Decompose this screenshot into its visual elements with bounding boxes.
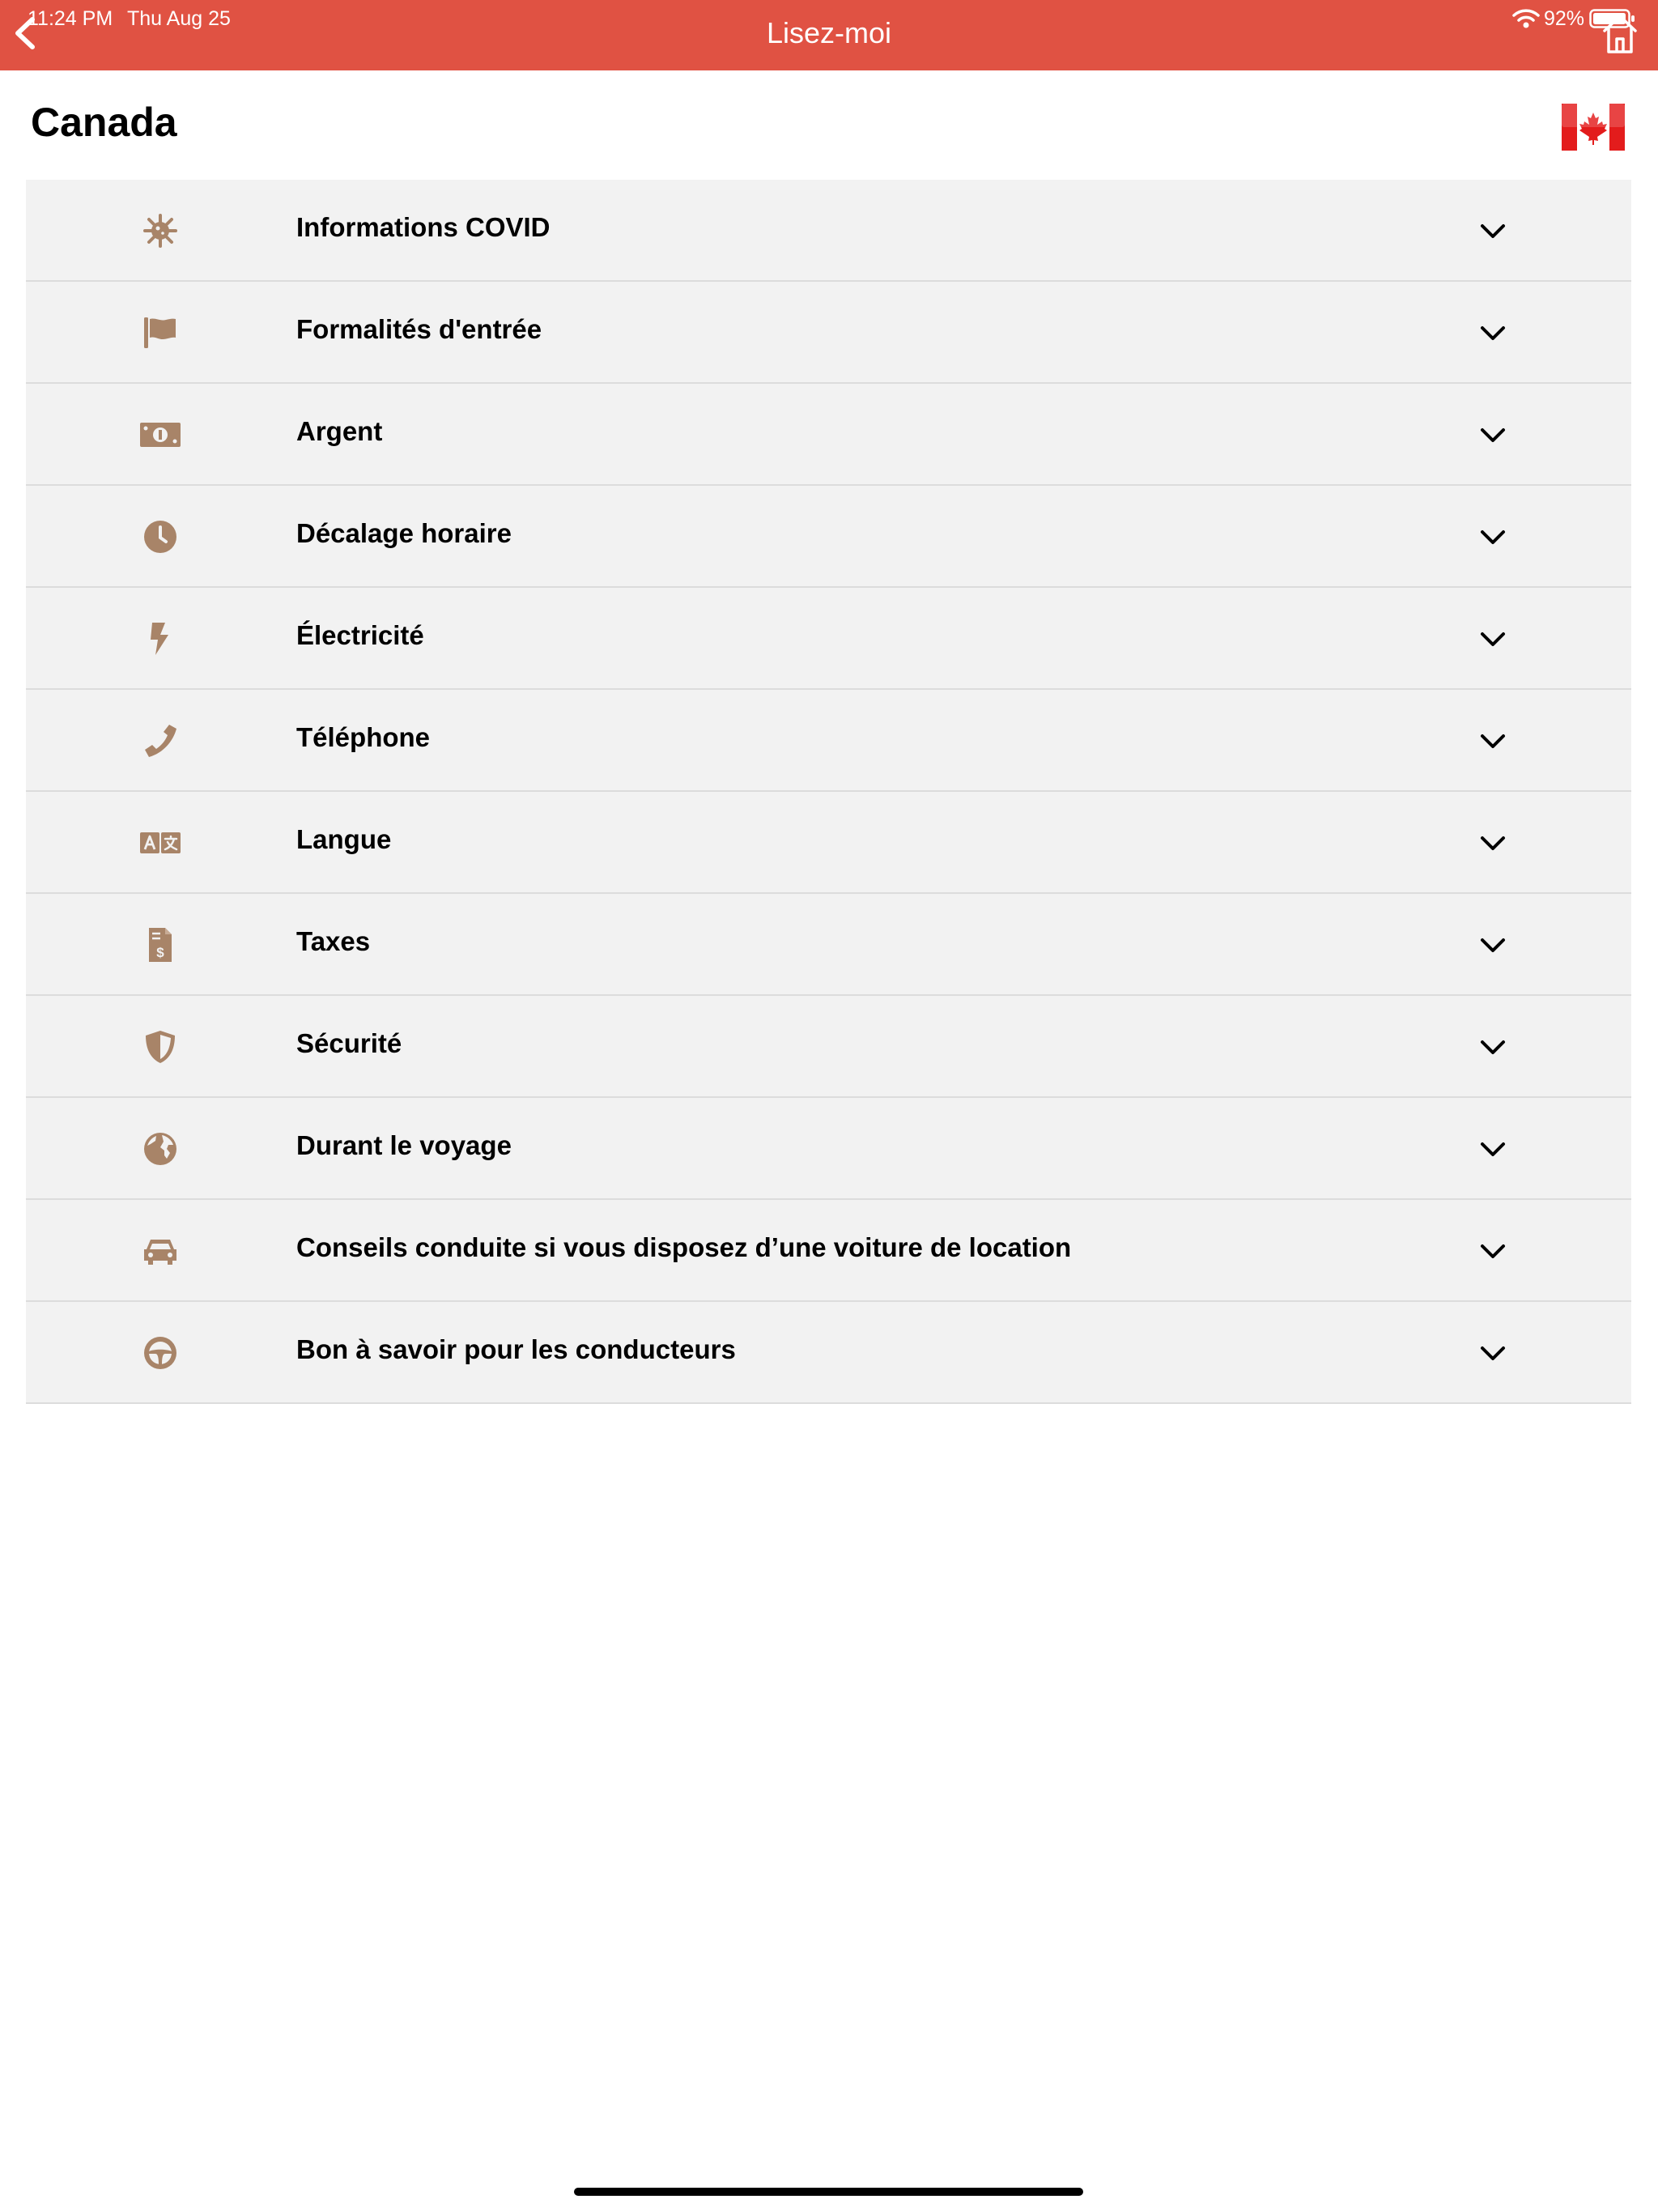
chevron-down-icon [1478,1237,1507,1266]
flag-icon [142,315,178,351]
section-row-during-trip[interactable] [26,1098,1631,1200]
section-label: Bon à savoir pour les conducteurs [296,1334,736,1364]
section-row-security[interactable] [26,996,1631,1098]
chevron-down-icon [1478,1135,1507,1164]
chevron-down-icon [1478,727,1507,756]
status-time: 11:24 PM [28,7,113,30]
section-row-time-difference[interactable] [26,486,1631,588]
clock-icon [142,519,178,555]
section-label: Taxes [296,926,371,956]
section-label: Langue [296,824,392,854]
section-label: Téléphone [296,722,431,752]
section-row-driver-tips[interactable] [26,1302,1631,1404]
home-indicator[interactable] [574,2188,1083,2196]
bolt-icon [142,621,178,657]
phone-icon [142,723,178,759]
home-button[interactable] [1600,10,1640,55]
section-label: Argent [296,416,383,446]
section-label: Décalage horaire [296,518,512,548]
chevron-down-icon [1478,1339,1507,1368]
section-row-rental-car-tips[interactable] [26,1200,1631,1302]
section-label: Durant le voyage [296,1130,512,1160]
money-icon [139,421,181,449]
top-navigation-bar [0,0,1658,70]
chevron-down-icon [1478,931,1507,960]
car-icon [142,1235,179,1267]
section-row-covid[interactable] [26,180,1631,282]
page-title: Canada [31,100,177,145]
language-icon [139,831,181,855]
chevron-down-icon [1478,217,1507,246]
shield-icon [142,1029,178,1065]
virus-icon [142,213,178,249]
section-row-money[interactable] [26,384,1631,486]
section-label: Électricité [296,620,424,650]
chevron-down-icon [1478,421,1507,450]
section-row-phone[interactable] [26,690,1631,792]
section-row-entry-formalities[interactable] [26,282,1631,384]
section-row-electricity[interactable] [26,588,1631,690]
section-label: Sécurité [296,1028,402,1058]
chevron-down-icon [1478,1033,1507,1062]
battery-percentage: 92% [1544,7,1585,30]
section-label: Formalités d'entrée [296,314,542,344]
home-icon [1600,10,1640,55]
chevron-down-icon [1478,319,1507,348]
chevron-down-icon [1478,829,1507,858]
wifi-icon [1512,8,1540,29]
section-row-language[interactable] [26,792,1631,894]
section-label: Conseils conduite si vous disposez d’une voiture de location [296,1232,1072,1262]
nav-title: Lisez-moi [766,16,892,49]
status-date: Thu Aug 25 [127,7,231,30]
steering-wheel-icon [142,1335,178,1371]
canada-flag-icon [1562,104,1625,151]
tax-document-icon [142,927,178,963]
info-section-list [26,180,1631,1404]
section-label: Informations COVID [296,212,551,242]
chevron-down-icon [1478,523,1507,552]
globe-icon [142,1131,178,1167]
svg-text:$: $ [156,945,164,960]
section-row-taxes[interactable] [26,894,1631,996]
chevron-down-icon [1478,625,1507,654]
